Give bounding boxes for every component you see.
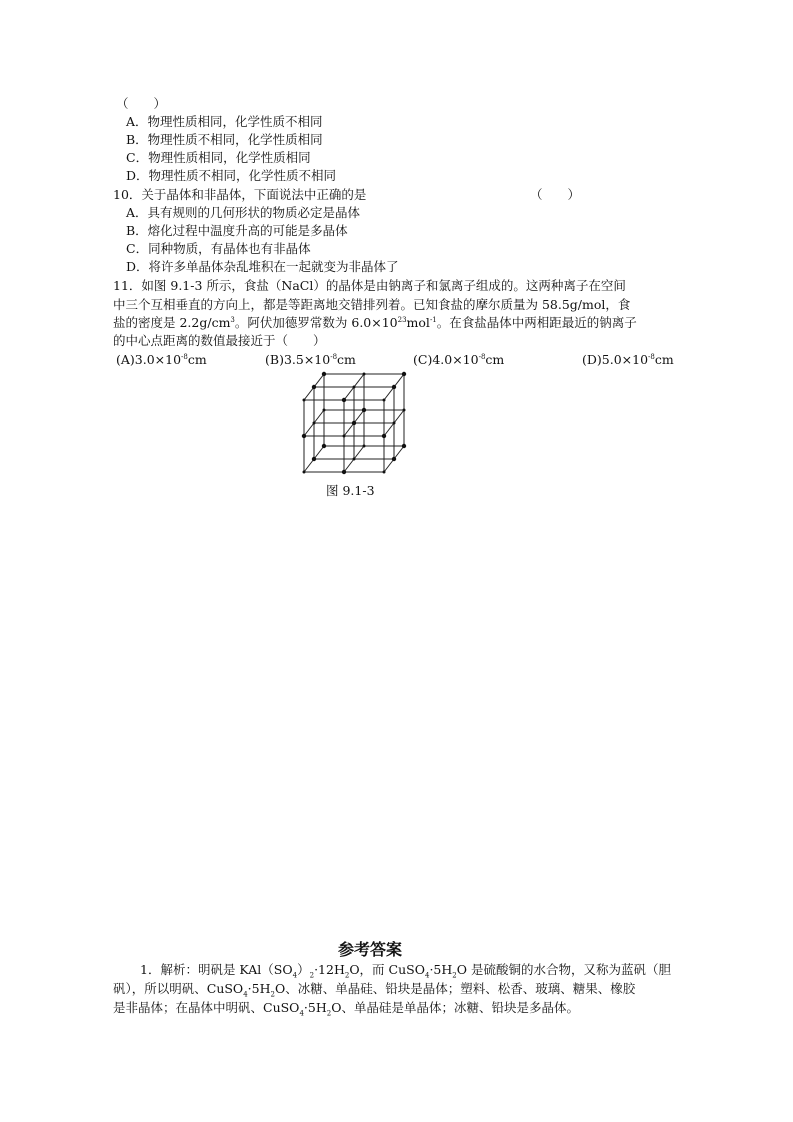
nacl-lattice-figure — [300, 370, 412, 478]
q11-option-a: $(A)3.0\times 10^{-8}cm$ — [116, 352, 207, 367]
answer-1-line2: 矾），所以明矾、$CuSO_4\cdot 5H_2O$、冰糖、单晶硅、铅块是晶体；塑料、松香、玻璃、糖果、橡胶 — [113, 981, 636, 999]
q10-answer-paren: （ ） — [530, 187, 581, 202]
q9-option-b: B．物理性质不相同，化学性质相同 — [126, 132, 323, 147]
answer-1-line3: 是非晶体；在晶体中明矾、$CuSO_4\cdot 5H_2O$、单晶硅是单晶体；冰糖、铅块是多晶体。 — [113, 1000, 579, 1018]
q10-stem: 10．关于晶体和非晶体，下面说法中正确的是 — [113, 187, 367, 202]
q10-option-d: D．将许多单晶体杂乱堆积在一起就变为非晶体了 — [126, 259, 399, 274]
q10-option-c: C．同种物质，有晶体也有非晶体 — [126, 241, 311, 256]
q11-stem-line4: 的中心点距离的数值最接近于（ ） — [113, 333, 326, 348]
q11-option-b: $(B)3.5\times 10^{-8}cm$ — [265, 352, 356, 367]
q9-option-c: C．物理性质相同，化学性质相同 — [126, 150, 311, 165]
q11-stem-line2: 中三个互相垂直的方向上，都是等距离地交错排列着。已知食盐的摩尔质量为 58.5g/mol，食 — [113, 297, 631, 312]
q11-stem-line3: 盐的密度是 $2.2g/cm^3$。阿伏加德罗常数为 $6.0\times 10^{23}mol^{-1}$。在食盐晶体中两相距最近的钠离子 — [113, 315, 637, 330]
q9-answer-paren: （ ） — [116, 96, 167, 111]
q11-option-c: $(C)4.0\times 10^{-8}cm$ — [413, 352, 505, 367]
q9-option-a: A．物理性质相同，化学性质不相同 — [126, 114, 323, 129]
q9-option-d: D．物理性质不相同，化学性质不相同 — [126, 168, 337, 183]
q11-option-d: $(D)5.0\times 10^{-8}cm$ — [582, 352, 674, 367]
q11-stem-line1: 11．如图 9.1-3 所示，食盐（NaCl）的晶体是由钠离子和氯离子组成的。这两种离子在空间 — [113, 278, 626, 293]
answers-title: 参考答案 — [338, 940, 403, 959]
answer-1-line1: 1．解析：明矾是 $KAl(SO_4)_2\cdot 12H_2O$，而 $CuSO_4\cdot 5H_2O$ 是硫酸铜的水合物，又称为蓝矾（胆 — [140, 962, 671, 980]
q10-option-a: A．具有规则的几何形状的物质必定是晶体 — [126, 205, 361, 220]
q10-option-b: B．熔化过程中温度升高的可能是多晶体 — [126, 223, 348, 238]
figure-caption: 图 9.1-3 — [326, 483, 375, 498]
